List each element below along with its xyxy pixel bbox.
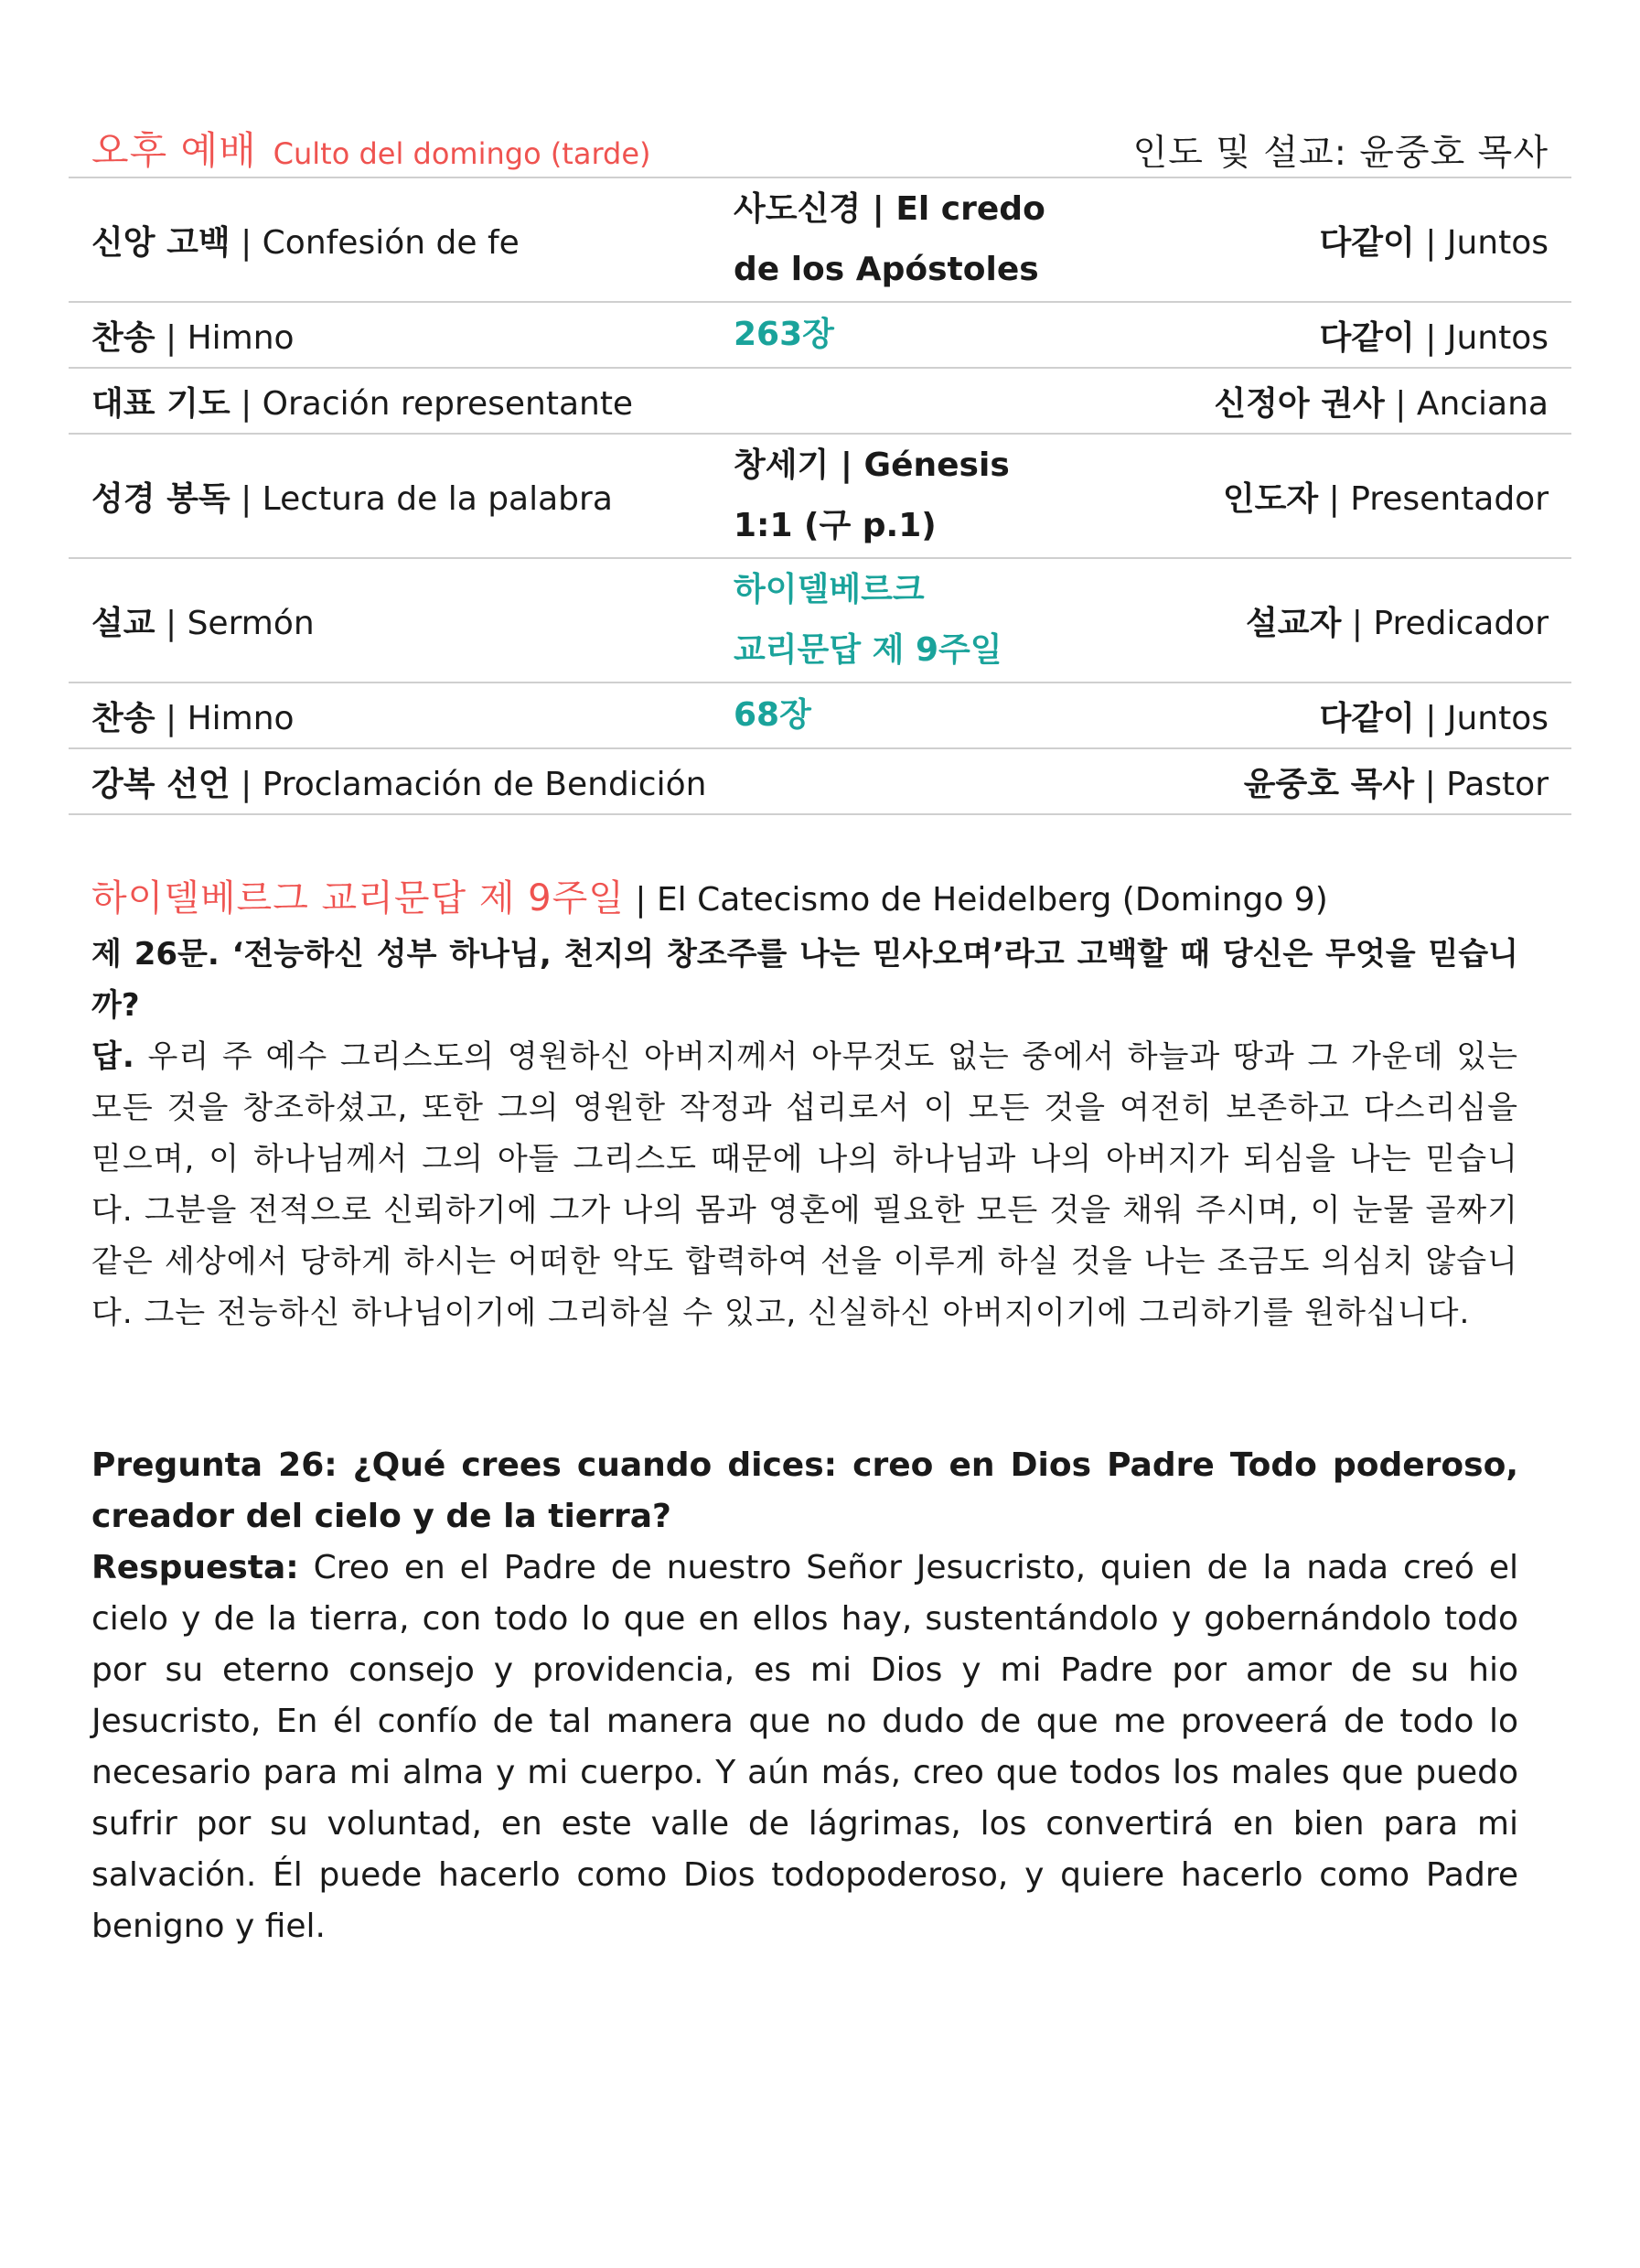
order-who-ko: 신정아 권사 xyxy=(1214,384,1385,423)
order-item-es: | Sermón xyxy=(155,604,315,642)
service-title-es: Culto del domingo (tarde) xyxy=(273,136,651,171)
order-content-line: 263장 xyxy=(734,316,834,353)
order-item xyxy=(91,758,734,805)
order-item-es: | Himno xyxy=(155,318,295,357)
answer-text-es: Creo en el Padre de nuestro Señor Jesucristo, quien de la nada creó el cielo y de la tierra, con todo lo que en ellos hay, sustentándolo y gobernándolo todo por su eterno consejo y providencia, es mi Dios y mi Padre por amor de su hio Jesucristo, En él confío de tal manera que no dudo de que me proveerá de todo lo necesario para mi alma y mi cuerpo. Y aún más, creo que todos los males que puedo sufrir por su voluntad, en este valle de lágrimas, los convertirá en bien para mi salvación. Él puede hacerlo como Dios todopoderoso, y quiere hacerlo como Padre benigno y fiel. xyxy=(91,1549,1518,1945)
order-content-line: 교리문답 제 9주일 xyxy=(734,631,1002,669)
order-content-line: 사도신경 | El credo xyxy=(734,190,1045,228)
order-who-ko: 설교자 xyxy=(1246,604,1342,642)
order-item-es: | Proclamación de Bendición xyxy=(230,765,707,803)
order-item xyxy=(91,693,734,739)
service-leader: 인도 및 설교: 윤중호 목사 xyxy=(1132,133,1549,174)
answer-text-ko: 우리 주 예수 그리스도의 영원하신 아버지께서 아무것도 없는 중에서 하늘과 땅과 그 가운데 있는 모든 것을 창조하셨고, 또한 그의 영원한 작정과 섭리로서 이 모든 것을 여전히 보존하고 다스리심을 믿으며, 이 하나님께서 그의 아들 그리스도 때문에 나의 하나님과 나의 아버지가 되심을 나는 믿습니다. 그분을 전적으로 신뢰하기에 그가 나의 몸과 영혼에 필요한 모든 것을 채워 주시며, 이 눈물 골짜기 같은 세상에서 당하게 하시는 어떠한 악도 합력하여 선을 이루게 하실 것을 나는 조금도 의심치 않습니다. 그는 전능하신 하나님이기에 그리하실 수 있고, 신실하신 아버지이기에 그리하기를 원하십니다. xyxy=(91,1038,1518,1331)
order-item-ko: 신앙 고백 xyxy=(91,223,230,262)
order-who-es: | Juntos xyxy=(1414,223,1549,262)
order-item-ko: 대표 기도 xyxy=(91,384,230,423)
order-content-line: 68장 xyxy=(734,696,811,734)
order-item xyxy=(91,473,734,520)
order-who xyxy=(1173,693,1549,739)
order-who-ko: 다같이 xyxy=(1319,223,1415,262)
catechism-title-es: | El Catecismo de Heidelberg (Domingo 9) xyxy=(624,881,1328,919)
order-row xyxy=(69,749,1571,815)
catechism-question-es: Pregunta 26: ¿Qué crees cuando dices: creo en Dios Padre Todo poderoso, creador del cielo y de la tierra? xyxy=(91,1446,1518,1535)
order-row xyxy=(69,303,1571,369)
answer-label-es: Respuesta: xyxy=(91,1549,299,1586)
order-who xyxy=(1173,758,1549,805)
order-item-ko: 찬송 xyxy=(91,699,155,737)
order-who-es: | Presentador xyxy=(1318,479,1549,518)
order-who xyxy=(1173,217,1549,263)
order-content-line: 창세기 | Génesis xyxy=(734,446,1010,484)
order-content xyxy=(734,305,1173,365)
order-content-line: 1:1 (구 p.1) xyxy=(734,507,937,544)
order-item xyxy=(91,312,734,359)
catechism-answer-ko xyxy=(91,1031,1518,1338)
order-item-es: | Confesión de fe xyxy=(230,223,520,262)
service-title xyxy=(91,121,651,176)
order-item-es: | Lectura de la palabra xyxy=(230,479,613,518)
order-item-es: | Oración representante xyxy=(230,384,634,423)
service-title-ko: 오후 예배 xyxy=(91,128,257,173)
order-who-es: | Anciana xyxy=(1384,384,1549,423)
order-who xyxy=(1173,473,1549,520)
order-item xyxy=(91,217,734,263)
order-content xyxy=(734,179,1173,300)
order-who-es: | Predicador xyxy=(1341,604,1549,642)
order-content xyxy=(734,560,1173,681)
order-who-es: | Pastor xyxy=(1414,765,1549,803)
order-who-ko: 다같이 xyxy=(1319,699,1415,737)
catechism-answer-es xyxy=(91,1542,1518,1952)
catechism-question-ko: 제 26문. ‘전능하신 성부 하나님, 천지의 창조주를 나는 믿사오며’라고 고백할 때 당신은 무엇을 믿습니까? xyxy=(91,936,1518,1024)
order-who xyxy=(1173,378,1549,425)
catechism-title-ko: 하이델베르그 교리문답 제 9주일 xyxy=(91,877,625,919)
order-of-service-table xyxy=(69,177,1571,815)
catechism-title xyxy=(91,869,1518,921)
order-who-es: | Juntos xyxy=(1414,318,1549,357)
order-item xyxy=(91,378,734,425)
order-who-ko: 인도자 xyxy=(1222,479,1319,518)
service-header xyxy=(69,102,1571,176)
order-content xyxy=(734,685,1173,746)
order-item-ko: 강복 선언 xyxy=(91,765,230,803)
order-who xyxy=(1173,312,1549,359)
order-row xyxy=(69,178,1571,303)
order-item-es: | Himno xyxy=(155,699,295,737)
order-item xyxy=(91,597,734,644)
order-row xyxy=(69,559,1571,683)
order-content-line: 하이델베르크 xyxy=(734,571,925,608)
order-who xyxy=(1173,597,1549,644)
order-who-ko: 윤중호 목사 xyxy=(1243,765,1415,803)
order-row xyxy=(69,435,1571,559)
order-content-line: de los Apóstoles xyxy=(734,251,1039,288)
order-who-ko: 다같이 xyxy=(1319,318,1415,357)
order-content xyxy=(734,435,1173,556)
answer-label-ko: 답. xyxy=(91,1038,135,1075)
order-row xyxy=(69,683,1571,749)
order-who-es: | Juntos xyxy=(1414,699,1549,737)
order-row xyxy=(69,369,1571,435)
order-item-ko: 성경 봉독 xyxy=(91,479,230,518)
order-item-ko: 설교 xyxy=(91,604,155,642)
order-item-ko: 찬송 xyxy=(91,318,155,357)
